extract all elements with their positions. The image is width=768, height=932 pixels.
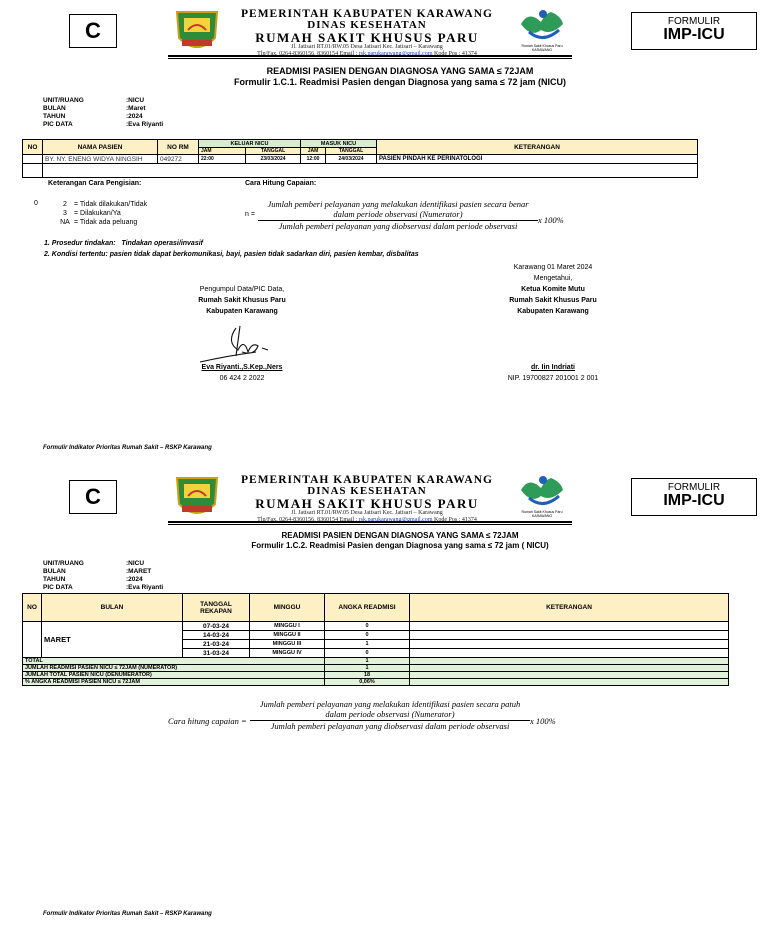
form-code-box xyxy=(69,14,117,48)
karawang-emblem-icon xyxy=(174,8,220,56)
section2-subtitle: Formulir 1.C.2. Readmisi Pasien dengan Diagnosa yang sama ≤ 72 jam ( NICU) xyxy=(251,541,549,550)
total-row: TOTAL 1 xyxy=(23,658,729,665)
email-link[interactable]: rsk.parukarawang@gmail.com xyxy=(358,51,433,57)
table-row xyxy=(23,164,698,178)
form-code: C xyxy=(85,18,101,43)
hitung-title: Cara Hitung Capaian: xyxy=(245,180,317,187)
section1-title: READMISI PASIEN DENGAN DIAGNOSA YANG SAMA ≤ 72JAM xyxy=(266,66,534,76)
section2-meta: UNIT/RUANG :NICU BULAN :MARET TAHUN :2024 PIC DATA :Eva Riyanti xyxy=(43,560,164,591)
section1-title-block xyxy=(120,66,680,88)
right-signature: Karawang 01 Maret 2024 Mengetahui, Ketua Komite Mutu Rumah Sakit Khusus Paru Kabupaten Karawang dr. Iin Indriati NIP. 19700827 201001 2 001 xyxy=(507,264,599,382)
total-row: JUMLAH TOTAL PASIEN NICU (DENUMERATOR) 18 xyxy=(23,672,729,679)
table-row: MARET 07-03-24 MINGGU I 0 xyxy=(23,622,729,631)
times-100: x 100% xyxy=(530,716,556,726)
section1-footer: Formulir Indikator Prioritas Rumah Sakit – RSKP Karawang xyxy=(43,445,212,451)
letterhead-rule-2 xyxy=(168,521,572,525)
section1-subtitle: Formulir 1.C.1. Readmisi Pasien dengan Diagnosa yang sama ≤ 72 jam (NICU) xyxy=(233,77,567,87)
section1-meta: UNIT/RUANG :NICU BULAN :Maret TAHUN :2024 PIC DATA :Eva Riyanti xyxy=(43,97,164,128)
letterhead xyxy=(222,9,512,58)
form-code: C xyxy=(85,484,101,509)
legend: 2 = Tidak dilakukan/Tidak 3 = Dilakukan/Ya NA = Tidak ada peluang xyxy=(60,201,148,226)
form-code-label: IMP-ICU xyxy=(663,26,725,43)
section2-table: NO BULAN TANGGAL REKAPAN MINGGU ANGKA READMISI KETERANGAN MARET 07-03-24 MINGGU I 0 14-03-24 MINGGU II 0 21-03-24 MINGGU III 1 31-03-24 MINGGU IV 0 TOTAL 1 JUMLAH READMISI PASIEN NICU ≤ 72JAM (NUMERATOR) 1 JUMLAH TOTAL PASIEN NICU (DENUMERATOR) 18 % ANGKA READMISI PASIEN NICU ≤ 72JAM 0,06% xyxy=(22,593,729,686)
karawang-emblem-icon xyxy=(174,474,220,522)
form-code-label: IMP-ICU xyxy=(663,492,725,509)
address: Jl. Jatisari RT.01/RW.05 Desa Jatisari Kec. Jatisari – Karawang xyxy=(291,44,443,50)
table-row: 14-03-24 MINGGU II 0 xyxy=(23,631,729,640)
table-row: 31-03-24 MINGGU IV 0 xyxy=(23,649,729,658)
hospital-logo-icon xyxy=(515,6,571,46)
form-label-box-2 xyxy=(631,478,757,516)
cara-hitung-label: Cara hitung capaian = xyxy=(168,716,247,726)
total-row: % ANGKA READMISI PASIEN NICU ≤ 72JAM 0,06% xyxy=(23,679,729,686)
table-row: BY. NY. ENENG WIDYA NINGSIH 049272 22:00 23/03/2024 12:00 24/03/2024 PASIEN PINDAH KE PERINATOLOGI xyxy=(23,155,698,164)
hospital-name: RUMAH SAKIT KHUSUS PARU xyxy=(255,496,479,511)
hospital-name: RUMAH SAKIT KHUSUS PARU xyxy=(255,30,479,45)
letterhead-rule xyxy=(168,55,572,59)
email-link[interactable]: rsk.parukarawang@gmail.com xyxy=(358,517,433,523)
form-label: FORMULIR xyxy=(667,16,721,27)
form-code-box-2 xyxy=(69,480,117,514)
total-row: JUMLAH READMISI PASIEN NICU ≤ 72JAM (NUMERATOR) 1 xyxy=(23,665,729,672)
section2-formula: Jumlah pemberi pelayanan yang melakukan identifikasi pasien secara patuh dalam periode observasi (Numerator) Jumlah pemberi pelayanan yang diobservasi dalam periode observasi xyxy=(250,699,530,731)
n-label: n = xyxy=(245,211,255,218)
section1-formula: Jumlah pemberi pelayanan yang melakukan identifikasi pasien secara benar dalam periode observasi (Numerator) Jumlah pemberi pelayanan yang diobservasi dalam periode observasi xyxy=(258,199,538,231)
hospital-logo-text: Rumah Sakit Khusus Paru KARAWANG xyxy=(521,44,563,52)
hospital-logo-icon xyxy=(515,472,571,512)
form-label: FORMULIR xyxy=(667,482,721,493)
form-label-box xyxy=(631,12,757,50)
gov-name: PEMERINTAH KABUPATEN KARAWANG xyxy=(241,474,493,486)
left-signature: Pengumpul Data/PIC Data, Rumah Sakit Khusus Paru Kabupaten Karawang Eva Riyanti.,S.Kep.,Ners 06 424 2 2022 xyxy=(198,286,286,382)
handwritten-signature-icon xyxy=(196,322,280,368)
ket-title: Keterangan Cara Pengisian: xyxy=(48,180,142,187)
section1-table: NO NAMA PASIEN NO RM KELUAR NICU MASUK NICU KETERANGAN JAM TANGGAL JAM TANGGAL BY. NY. ENENG WIDYA NINGSIH 049272 22:00 23/03/2024 12:00 24/03/2024 PASIEN PINDAH KE PERINATOLOGI xyxy=(22,139,698,178)
section2-title-block xyxy=(120,531,680,551)
table-row: 21-03-24 MINGGU III 1 xyxy=(23,640,729,649)
notes: 1. Prosedur tindakan: Tindakan operasi/invasif 2. Kondisi tertentu: pasien tidak dapat berkomunikasi, bayi, pasien tidak sadarkan diri, pasien kembar, disbalitas xyxy=(44,240,419,258)
contact-line: Tlp/Fax. 0264-8360156, 8360154 Email : rsk.parukarawang@gmail.com Kode Pos : 41374 xyxy=(257,51,477,57)
letterhead-2 xyxy=(222,475,512,524)
section2-footer: Formulir Indikator Prioritas Rumah Sakit – RSKP Karawang xyxy=(43,911,212,917)
times-100: x 100% xyxy=(538,215,564,225)
dept-name: DINAS KESEHATAN xyxy=(307,19,427,31)
dept-name: DINAS KESEHATAN xyxy=(307,485,427,497)
address: Jl. Jatisari RT.01/RW.05 Desa Jatisari Kec. Jatisari – Karawang xyxy=(291,510,443,516)
legend-zero: 0 xyxy=(34,200,38,207)
gov-name: PEMERINTAH KABUPATEN KARAWANG xyxy=(241,8,493,20)
contact-line: Tlp/Fax. 0264-8360156, 8360154 Email : rsk.parukarawang@gmail.com Kode Pos : 41374 xyxy=(257,517,477,523)
hospital-logo-text: Rumah Sakit Khusus Paru KARAWANG xyxy=(521,510,563,518)
section2-title: READMISI PASIEN DENGAN DIAGNOSA YANG SAMA ≤ 72JAM xyxy=(281,531,519,540)
